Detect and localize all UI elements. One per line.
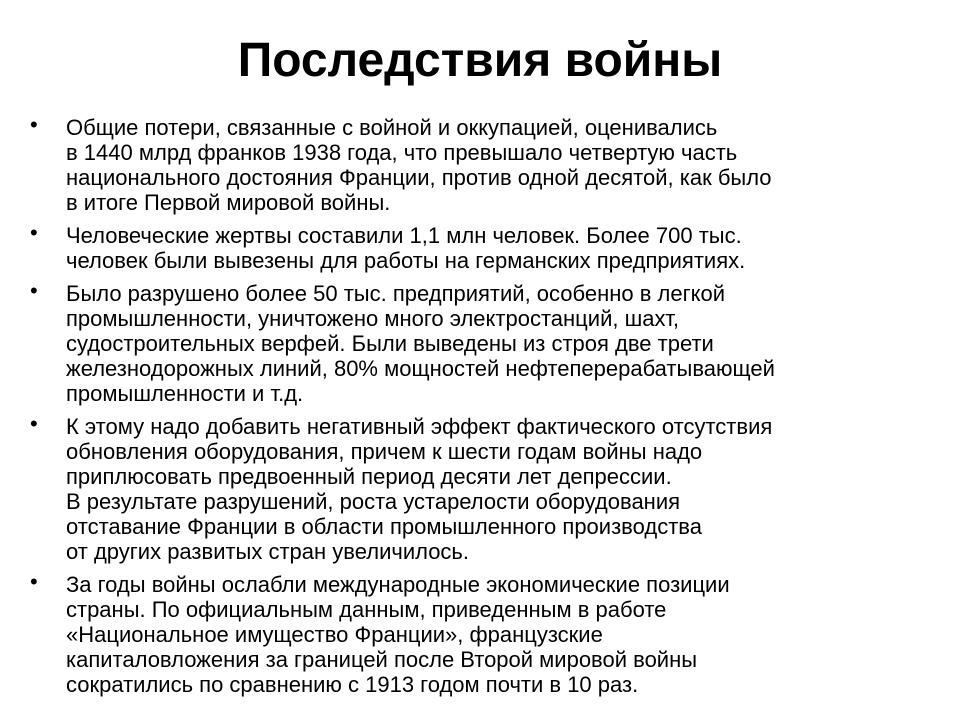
bullet-item xyxy=(30,411,940,564)
bullet-item xyxy=(30,112,940,215)
bullet-item xyxy=(30,569,940,697)
bullet-line: К этому надо добавить негативный эффект фактического отсутствия xyxy=(66,414,773,439)
bullet-item xyxy=(30,278,940,406)
bullet-line: национального достояния Франции, против одной десятой, как было xyxy=(66,165,772,190)
bullet-marker-icon: • xyxy=(30,569,38,594)
bullet-marker-icon: • xyxy=(30,278,38,303)
bullet-line: в итоге Первой мировой войны. xyxy=(66,190,391,215)
bullet-line: железнодорожных линий, 80% мощностей нефтеперерабатывающей xyxy=(66,356,775,381)
bullet-line: обновления оборудования, причем к шести годам войны надо xyxy=(66,439,703,464)
bullet-line: страны. По официальным данным, приведенным в работе xyxy=(66,597,667,622)
bullet-line: Было разрушено более 50 тыс. предприятий, особенно в легкой xyxy=(66,281,726,306)
bullet-line: капиталовложения за границей после Второй мировой войны xyxy=(66,647,698,672)
bullet-line: сократились по сравнению с 1913 годом почти в 10 раз. xyxy=(66,672,639,697)
bullet-line: приплюсовать предвоенный период десяти лет депрессии. xyxy=(66,464,672,489)
bullet-line: в 1440 млрд франков 1938 года, что превышало четвертую часть xyxy=(66,140,738,165)
bullet-line: судостроительных верфей. Были выведены из строя две трети xyxy=(66,331,714,356)
bullet-item xyxy=(30,220,940,273)
bullet-line: Человеческие жертвы составили 1,1 млн человек. Более 700 тыс. xyxy=(66,223,742,248)
bullet-marker-icon: • xyxy=(30,220,38,245)
bullet-line: человек были вывезены для работы на германских предприятиях. xyxy=(66,248,746,273)
bullet-line: За годы войны ослабли международные экономические позиции xyxy=(66,572,730,597)
bullet-line: промышленности и т.д. xyxy=(66,381,304,406)
bullet-line: промышленности, уничтожено много электростанций, шахт, xyxy=(66,306,679,331)
bullet-line: от других развитых стран увеличилось. xyxy=(66,539,470,564)
bullet-line: отставание Франции в области промышленного производства xyxy=(66,514,702,539)
bullet-line: Общие потери, связанные с войной и оккупацией, оценивались xyxy=(66,115,718,140)
bullet-line: В результате разрушений, роста устарелости оборудования xyxy=(66,489,681,514)
slide-title: Последствия войны xyxy=(237,34,723,87)
bullet-marker-icon: • xyxy=(30,112,38,137)
bullet-line: «Национальное имущество Франции», французские xyxy=(66,622,603,647)
bullet-list xyxy=(30,112,940,705)
bullet-marker-icon: • xyxy=(30,411,38,436)
